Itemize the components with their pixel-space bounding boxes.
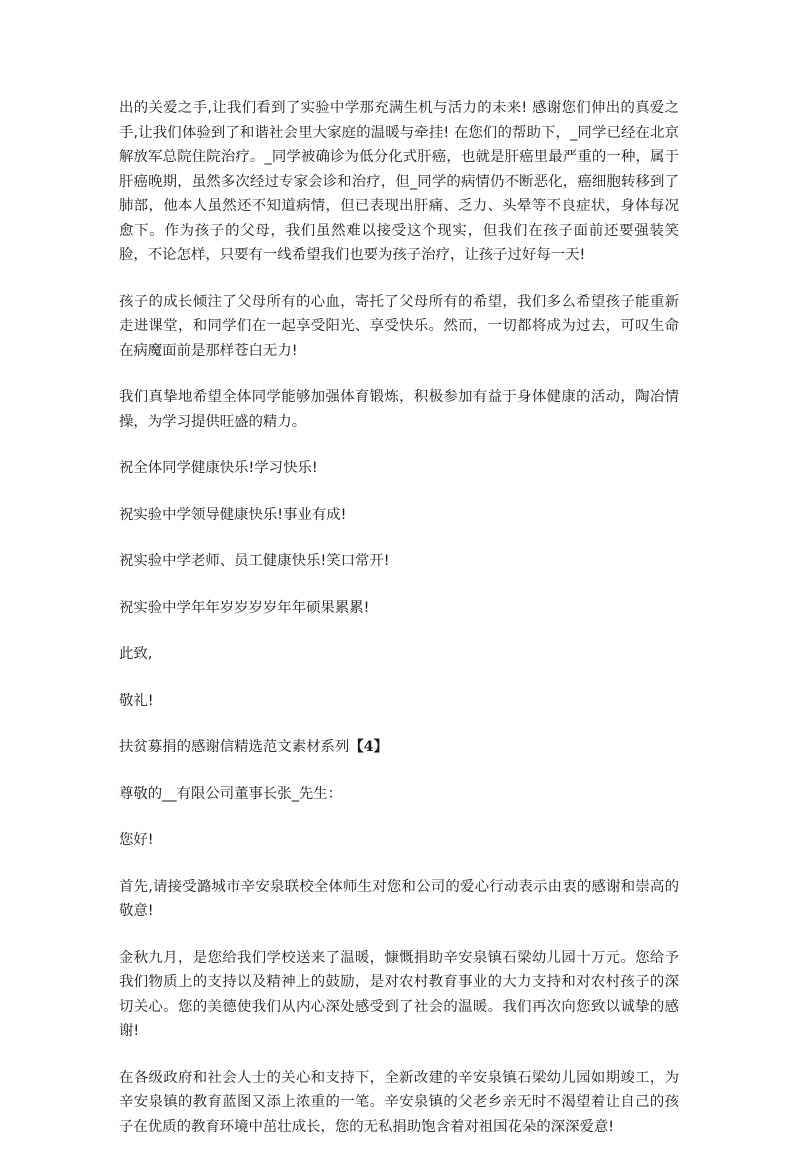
- blessing-teachers: 祝实验中学老师、员工健康快乐!笑口常开!: [119, 553, 390, 569]
- closing-jingli: 敬礼!: [119, 692, 154, 709]
- greeting: 您好!: [119, 832, 154, 848]
- blessing-students: 祝全体同学健康快乐!学习快乐!: [119, 460, 318, 476]
- paragraph-exercise-wish: 我们真挚地希望全体同学能够加强体育锻炼，积极参加有益于身体健康的活动，陶冶情操，为学习提供旺盛的精力。: [119, 389, 679, 430]
- closing-cizhi: 此致,: [119, 646, 153, 662]
- paragraph-donation: 金秋九月，是您给我们学校送来了温暖，慷慨捐助辛安泉镇石梁幼儿园十万元。您给予我们物质上的支持以及精神上的鼓励，是对农村教育事业的大力支持和对农村孩子的深切关心。您的美德使我们从内心深处感受到了社会的温暖。我们再次向您致以诚挚的感谢!: [119, 949, 679, 1039]
- section-heading-text: 扶贫募捐的感谢信精选范文素材系列: [119, 739, 350, 755]
- blessing-school: 祝实验中学年年岁岁岁岁年年硕果累累!: [119, 599, 370, 616]
- paragraph-thanks-first: 首先,请接受潞城市辛安泉联校全体师生对您和公司的爱心行动表示由衷的感谢和崇高的敬意!: [119, 878, 679, 919]
- section-heading: [119, 735, 679, 760]
- paragraph-child-growth: 孩子的成长倾注了父母所有的心血，寄托了父母所有的希望，我们多么希望孩子能重新走进课堂，和同学们在一起享受阳光、享受快乐。然而，一切都将成为过去，可叹生命在病魔面前是那样苍白无力!: [119, 293, 679, 359]
- paragraph-kindergarten: 在各级政府和社会人士的关心和支持下，全新改建的辛安泉镇石梁幼儿园如期竣工，为辛安泉镇的教育蓝图又添上浓重的一笔。辛安泉镇的父老乡亲无时不渴望着让自己的孩子在优质的教育环境中茁壮成长，您的无私捐助饱含着对祖国花朵的深深爱意!: [119, 1069, 679, 1135]
- salutation: 尊敬的__有限公司董事长张_先生：: [119, 785, 343, 802]
- paragraph-gratitude-intro: 出的关爱之手,让我们看到了实验中学那充满生机与活力的未来! 感谢您们伸出的真爱之手,让我们体验到了和谐社会里大家庭的温暖与牵挂! 在您们的帮助下，_同学已经在北京解放军总院住院治疗。_同学被确诊为低分化式肝癌，也就是肝癌里最严重的一种，属于肝癌晚期，虽然多次经过专家会诊和治疗，但_同学的病情仍不断恶化，癌细胞转移到了肺部，他本人虽然还不知道病情，但已表现出肝痛、乏力、头晕等不良症状，身体每况愈下。作为孩子的父母，我们虽然难以接受这个现实，但我们在孩子面前还要强装笑脸，不论怎样，只要有一线希望我们也要为孩子治疗，让孩子过好每一天!: [119, 100, 679, 263]
- document-page: [119, 96, 679, 1161]
- section-heading-number: 【4】: [349, 738, 389, 755]
- blessing-leaders: 祝实验中学领导健康快乐!事业有成!: [119, 506, 347, 523]
